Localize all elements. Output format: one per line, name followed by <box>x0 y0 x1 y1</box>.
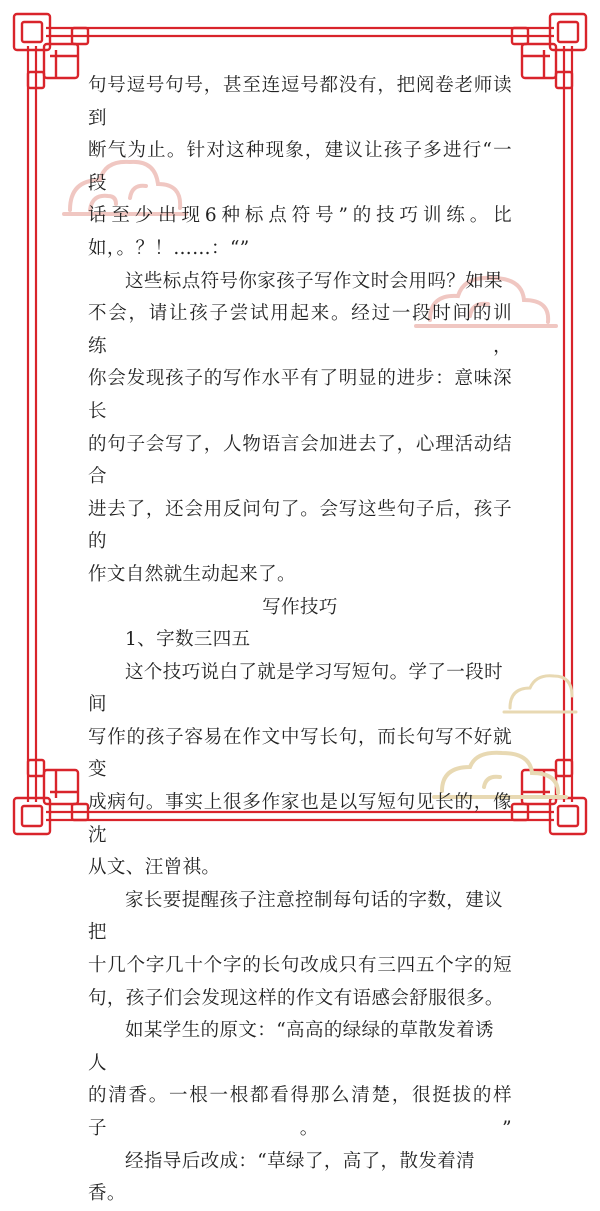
paragraph-line: 断气为止。针对这种现象，建议让孩子多进行“一段 <box>88 140 512 194</box>
paragraph-line: 话至少出现6种标点符号”的技巧训练。比 <box>88 205 512 227</box>
paragraph-line: 作文自然就生动起来了。 <box>88 563 296 585</box>
paragraph-line: 的清香。一根一根都看得那么清楚，很挺拔的样子。” <box>88 1085 512 1139</box>
paragraph-line: 如，。？！……：“” <box>88 237 250 259</box>
paragraph-line: 家长要提醒孩子注意控制每句话的字数，建议把 <box>88 889 504 944</box>
corner-knot-top-left <box>14 14 88 88</box>
paragraph-line: 成病句。事实上很多作家也是以写短句见长的，像沈 <box>88 792 512 846</box>
article-body <box>88 70 512 1211</box>
paragraph-line: 不会，请让孩子尝试用起来。经过一段时间的训练， <box>88 303 512 357</box>
corner-knot-top-right <box>512 14 586 88</box>
paragraph-line: 进去了，还会用反问句了。会写这些句子后，孩子的 <box>88 498 512 553</box>
paragraph-line: 这些标点符号你家孩子写作文时会用吗？如果 <box>125 270 504 292</box>
paragraph-line: 这个技巧说白了就是学习写短句。学了一段时间 <box>88 661 504 716</box>
paragraph-line: 写作的孩子容易在作文中写长句，而长句写不好就变 <box>88 726 512 781</box>
paragraph-line: 从文、汪曾祺。 <box>88 857 221 879</box>
paragraph-line: 句号逗号句号，甚至连逗号都没有，把阅卷老师读到 <box>88 75 512 129</box>
paragraph-line: 的句子会写了，人物语言会加进去了，心理活动结合 <box>88 433 512 488</box>
section-heading: 写作技巧 <box>262 596 338 618</box>
sub-heading: 1、字数三四五 <box>125 629 251 651</box>
paragraph-line: 你会发现孩子的写作水平有了明显的进步：意味深长 <box>88 368 512 422</box>
paragraph-line: 十几个字几十个字的长句改成只有三四五个字的短 <box>88 955 512 977</box>
paragraph-line: 如某学生的原文：“高高的绿绿的草散发着诱人 <box>88 1020 494 1074</box>
paragraph-line: 句，孩子们会发现这样的作文有语感会舒服很多。 <box>88 987 504 1009</box>
corner-knot-bottom-left <box>14 760 88 834</box>
paragraph-line: 经指导后改成：“草绿了，高了，散发着清香。 <box>88 1150 476 1205</box>
cloud-decoration-gold-top <box>500 670 580 720</box>
